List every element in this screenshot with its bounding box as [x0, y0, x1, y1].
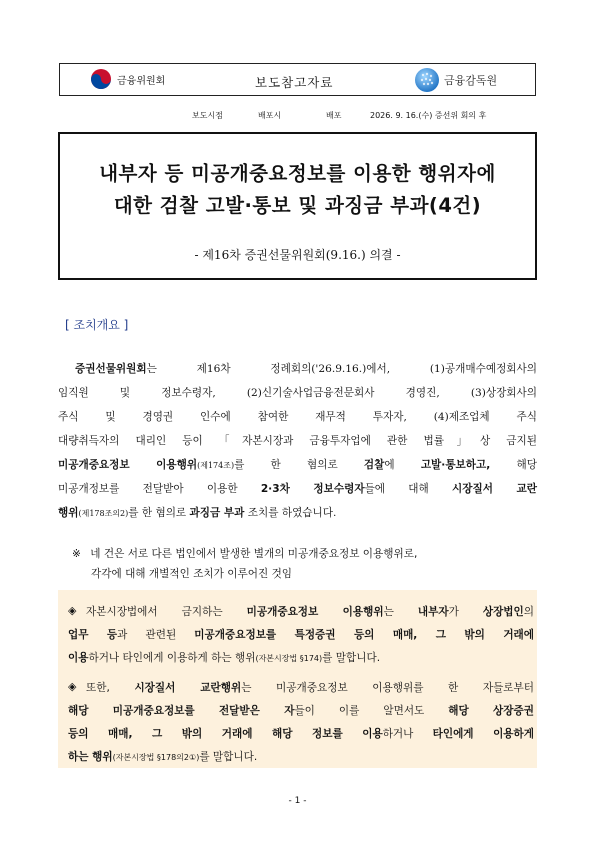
document-type-label: 보도참고자료	[255, 75, 334, 90]
distribution-value: 2026. 9. 16.(수) 증선위 회의 후	[370, 111, 487, 120]
def-text: 의	[523, 606, 535, 618]
bold-text: 시장질서 교란	[452, 483, 537, 495]
bold-text: 미공개중요정보 이용행위	[58, 459, 198, 471]
def-bold: 시장질서 교란행위	[134, 682, 242, 694]
paragraph-text: 를 한 혐의로	[234, 459, 364, 471]
def-bold: 상장법인	[482, 606, 524, 618]
def-text: 하거나 타인에게 이용하게 하는 행위	[88, 652, 256, 664]
law-ref: (자본시장법 §178의2①)	[112, 753, 200, 762]
release-label: 보도시점	[192, 111, 223, 120]
def-text: 하거나	[382, 728, 433, 740]
fss-globe-icon	[414, 67, 440, 93]
title-line-2: 대한 검찰 고발·통보 및 과징금 부과(4건)	[113, 194, 482, 217]
paragraph-text: 미공개정보를 전달받아 이용한	[58, 483, 261, 495]
paragraph-line	[75, 361, 537, 376]
def-bold: 미공개중요정보를 특정증권 등의 매매, 그 밖의 거래에	[194, 629, 535, 641]
release-value: 배포시	[258, 111, 282, 120]
def-bold: 이용	[68, 652, 89, 664]
def-bold: 타인에게 이용하게	[432, 728, 535, 740]
def-text: 를 말합니다.	[322, 652, 381, 664]
law-ref: (제178조의2)	[78, 509, 129, 518]
diamond-bullet-icon: ◈	[68, 680, 77, 693]
bold-text: 행위	[58, 507, 79, 519]
fss-logo	[414, 67, 497, 93]
definition-line	[68, 650, 534, 665]
def-text: 과 관련된	[117, 629, 195, 641]
def-text: 또한,	[86, 682, 135, 694]
bold-text: 과징금 부과	[189, 507, 245, 519]
paragraph-text: 해당	[490, 459, 537, 471]
definition-line	[68, 726, 534, 741]
paragraph-line	[58, 481, 537, 496]
note-line-1	[72, 546, 417, 561]
page-number: - 1 -	[288, 796, 307, 806]
release-info	[0, 110, 595, 124]
paragraph-text: 를 한 혐의로	[128, 507, 190, 519]
definition-line	[68, 627, 534, 642]
paragraph-text: 에	[384, 459, 421, 471]
def-text: 들이 이를 알면서도	[294, 705, 449, 717]
paragraph-line	[58, 505, 537, 520]
title-line-1: 내부자 등 미공개중요정보를 이용한 행위자에	[99, 162, 496, 185]
paragraph-text: 들에 대해	[364, 483, 453, 495]
bold-text: 증권선물위원회	[75, 363, 147, 375]
fsc-logo	[90, 68, 165, 90]
fsc-name: 금융위원회	[117, 75, 166, 87]
paragraph-line: 임직원 및 정보수령자, (2)신기술사업금융전문회사 경영진, (3)상장회사의	[58, 387, 537, 399]
note-symbol: ※	[72, 548, 81, 560]
taegeuk-emblem-icon	[90, 68, 112, 90]
definition-box	[58, 590, 537, 768]
subtitle: - 제16차 증권선물위원회(9.16.) 의결 -	[194, 248, 401, 262]
definition-line	[68, 703, 534, 718]
paragraph-line	[58, 457, 537, 472]
def-text: 를 말합니다.	[199, 751, 258, 763]
def-bold: 내부자	[417, 606, 449, 618]
def-text: 자본시장법에서 금지하는	[86, 606, 247, 618]
diamond-bullet-icon: ◈	[68, 604, 77, 617]
definition-line	[68, 749, 534, 764]
definition-line	[86, 680, 534, 695]
bold-text: 2·3차 정보수령자	[260, 483, 365, 495]
title-box	[58, 132, 537, 280]
def-bold: 미공개중요정보 이용행위	[246, 606, 384, 618]
def-text: 가	[448, 606, 483, 618]
bold-text: 고발·통보하고,	[420, 459, 491, 471]
paragraph-line: 대량취득자의 대리인 등이 「자본시장과 금융투자업에 관한 법률」상 금지된	[58, 435, 537, 447]
def-bold: 등의 매매, 그 밖의 거래에 해당 정보를 이용	[68, 728, 383, 740]
def-bold: 업무 등	[68, 629, 118, 641]
note-line-2: 각각에 대해 개별적인 조치가 이루어진 것임	[91, 568, 293, 580]
definition-line	[86, 604, 534, 619]
def-bold: 해당 상장증권	[448, 705, 534, 717]
def-bold: 해당 미공개중요정보를 전달받은 자	[68, 705, 295, 717]
def-bold: 하는 행위	[68, 751, 113, 763]
def-text: 는 미공개중요정보 이용행위를 한 자들로부터	[241, 682, 535, 694]
paragraph-text: 는 제16차 정례회의('26.9.16.)에서, (1)공개매수예정회사의	[146, 363, 537, 375]
def-text: 는	[383, 606, 418, 618]
law-ref: (제174조)	[197, 461, 235, 470]
fss-name: 금융감독원	[444, 74, 498, 87]
paragraph-line: 주식 및 경영권 인수에 참여한 재무적 투자자, (4)제조업체 주식	[58, 411, 537, 423]
section-heading: [ 조치개요 ]	[65, 318, 129, 332]
law-ref: (자본시장법 §174)	[255, 654, 323, 663]
paragraph-text: 조치를 하였습니다.	[244, 507, 337, 519]
bold-text: 검찰	[363, 459, 385, 471]
note-text: 네 건은 서로 다른 법인에서 발생한 별개의 미공개중요정보 이용행위로,	[90, 548, 418, 560]
header-box	[59, 63, 536, 96]
distribution-label: 배포	[326, 111, 342, 120]
